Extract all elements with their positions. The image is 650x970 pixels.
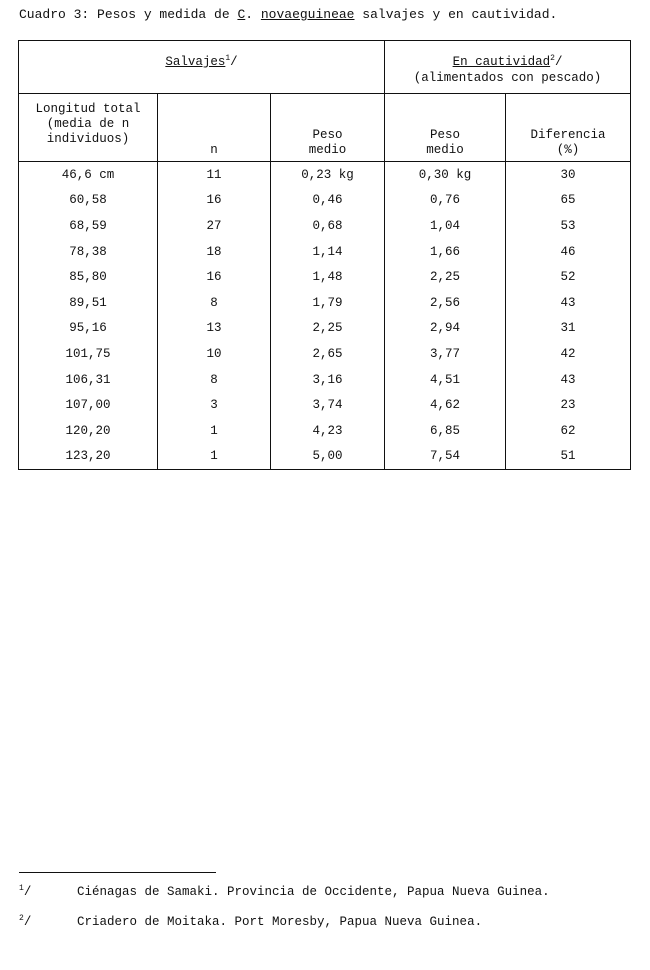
caption-dot: . — [245, 7, 261, 22]
cell-difference: 52 — [506, 264, 631, 290]
table-caption — [19, 7, 557, 22]
cell-wild-weight: 0,23 kg — [271, 162, 385, 188]
cell-difference: 23 — [506, 392, 631, 418]
table-row — [19, 290, 631, 316]
cell-n: 10 — [158, 341, 271, 367]
cell-n: 27 — [158, 213, 271, 239]
cell-captive-weight: 4,62 — [385, 392, 506, 418]
group-captive-note: (alimentados con pescado) — [413, 71, 602, 85]
col-length-line3: individuos) — [46, 132, 130, 146]
cell-n: 18 — [158, 239, 271, 265]
caption-suffix: salvajes y en cautividad. — [354, 7, 558, 22]
cell-captive-weight: 3,77 — [385, 341, 506, 367]
col-n-label: n — [210, 143, 218, 157]
footnote-1-text: Ciénagas de Samaki. Provincia de Occidente, Papua Nueva Guinea. — [77, 885, 550, 899]
cell-wild-weight: 4,23 — [271, 418, 385, 444]
cell-length: 46,6 cm — [19, 162, 158, 188]
cell-n: 3 — [158, 392, 271, 418]
col-captive-weight-header — [385, 94, 506, 162]
cell-length: 68,59 — [19, 213, 158, 239]
cell-difference: 65 — [506, 188, 631, 214]
group-captive-label: En cautividad — [452, 55, 551, 69]
cell-length: 95,16 — [19, 316, 158, 342]
table-row — [19, 392, 631, 418]
cell-length: 101,75 — [19, 341, 158, 367]
col-wild-weight-line1: Peso — [312, 128, 343, 142]
cell-length: 120,20 — [19, 418, 158, 444]
weights-table — [18, 40, 631, 470]
group-captive-mark: 2 — [550, 54, 555, 63]
cell-captive-weight: 2,25 — [385, 264, 506, 290]
cell-wild-weight: 0,68 — [271, 213, 385, 239]
cell-captive-weight: 2,94 — [385, 316, 506, 342]
cell-length: 89,51 — [19, 290, 158, 316]
cell-captive-weight: 6,85 — [385, 418, 506, 444]
cell-wild-weight: 3,74 — [271, 392, 385, 418]
col-diff-line1: Diferencia — [530, 128, 606, 142]
column-header-row — [19, 94, 631, 162]
cell-captive-weight: 7,54 — [385, 444, 506, 470]
caption-prefix: Cuadro 3: Pesos y medida de — [19, 7, 238, 22]
cell-wild-weight: 2,65 — [271, 341, 385, 367]
footnote-1-mark: 1 — [19, 884, 24, 893]
cell-length: 60,58 — [19, 188, 158, 214]
cell-captive-weight: 1,04 — [385, 213, 506, 239]
footnote-2 — [19, 914, 482, 929]
cell-wild-weight: 0,46 — [271, 188, 385, 214]
cell-wild-weight: 5,00 — [271, 444, 385, 470]
cell-wild-weight: 2,25 — [271, 316, 385, 342]
cell-wild-weight: 3,16 — [271, 367, 385, 393]
cell-length: 106,31 — [19, 367, 158, 393]
cell-difference: 43 — [506, 367, 631, 393]
cell-n: 16 — [158, 188, 271, 214]
cell-difference: 46 — [506, 239, 631, 265]
group-header-row — [19, 41, 631, 94]
caption-species: novaeguineae — [260, 7, 355, 22]
cell-difference: 31 — [506, 316, 631, 342]
cell-captive-weight: 0,30 kg — [385, 162, 506, 188]
cell-difference: 43 — [506, 290, 631, 316]
footnote-divider — [19, 872, 216, 873]
cell-length: 107,00 — [19, 392, 158, 418]
footnote-2-mark: 2 — [19, 914, 24, 923]
cell-wild-weight: 1,79 — [271, 290, 385, 316]
table-row — [19, 188, 631, 214]
cell-n: 11 — [158, 162, 271, 188]
cell-length: 123,20 — [19, 444, 158, 470]
cell-wild-weight: 1,48 — [271, 264, 385, 290]
cell-length: 85,80 — [19, 264, 158, 290]
table-row — [19, 444, 631, 470]
cell-difference: 62 — [506, 418, 631, 444]
table-row — [19, 367, 631, 393]
col-captive-weight-line1: Peso — [430, 128, 461, 142]
group-captive-header — [385, 41, 631, 94]
caption-genus: C — [237, 7, 246, 22]
group-wild-label: Salvajes — [165, 55, 226, 69]
col-diff-line2: (%) — [556, 143, 580, 157]
group-wild-header — [19, 41, 385, 94]
col-n-header — [158, 94, 271, 162]
cell-n: 8 — [158, 290, 271, 316]
cell-n: 13 — [158, 316, 271, 342]
col-wild-weight-line2: medio — [308, 143, 347, 157]
cell-captive-weight: 2,56 — [385, 290, 506, 316]
cell-difference: 51 — [506, 444, 631, 470]
cell-captive-weight: 1,66 — [385, 239, 506, 265]
col-diff-header — [506, 94, 631, 162]
footnote-1 — [19, 884, 550, 899]
table-body — [19, 162, 631, 470]
table-row — [19, 341, 631, 367]
cell-n: 16 — [158, 264, 271, 290]
cell-wild-weight: 1,14 — [271, 239, 385, 265]
table-row — [19, 239, 631, 265]
col-length-line1: Longitud total — [35, 102, 141, 116]
cell-difference: 42 — [506, 341, 631, 367]
cell-n: 1 — [158, 418, 271, 444]
footnote-2-text: Criadero de Moitaka. Port Moresby, Papua Nueva Guinea. — [77, 915, 483, 929]
group-wild-slash: / — [230, 55, 238, 69]
cell-difference: 30 — [506, 162, 631, 188]
footnote-2-marker — [19, 914, 77, 929]
table-row — [19, 316, 631, 342]
table-row — [19, 264, 631, 290]
cell-captive-weight: 4,51 — [385, 367, 506, 393]
group-wild-mark: 1 — [225, 54, 231, 63]
cell-n: 1 — [158, 444, 271, 470]
col-length-line2: (media de n — [46, 117, 130, 131]
cell-length: 78,38 — [19, 239, 158, 265]
col-length-header — [19, 94, 158, 162]
group-captive-slash: / — [554, 55, 563, 69]
table-row — [19, 162, 631, 188]
col-wild-weight-header — [271, 94, 385, 162]
footnote-1-slash: / — [23, 885, 32, 899]
table-row — [19, 418, 631, 444]
cell-n: 8 — [158, 367, 271, 393]
footnote-1-marker — [19, 884, 77, 899]
col-captive-weight-line2: medio — [426, 143, 464, 157]
table-row — [19, 213, 631, 239]
cell-captive-weight: 0,76 — [385, 188, 506, 214]
footnote-2-slash: / — [23, 915, 32, 929]
cell-difference: 53 — [506, 213, 631, 239]
